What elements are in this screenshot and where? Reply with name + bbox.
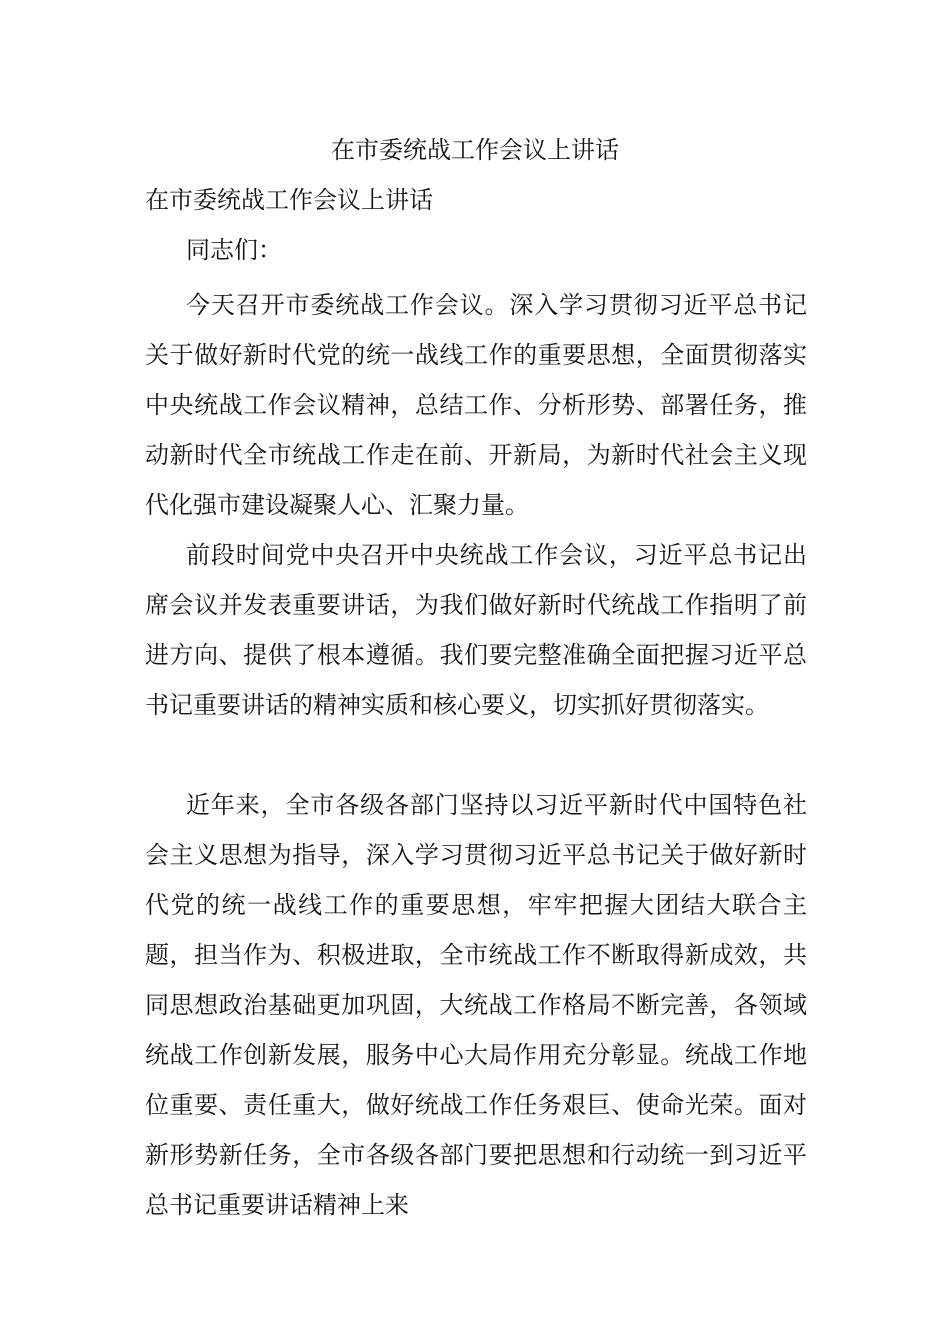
paragraph: 今天召开市委统战工作会议。深入学习贯彻习近平总书记关于做好新时代党的统一战线工作的重要思想，全面贯彻落实中央统战工作会议精神，总结工作、分析形势、部署任务，推动新时代全市统战工作走在前、开新局，为新时代社会主义现代化强市建设凝聚人心、汇聚力量。: [145, 291, 807, 519]
paragraph: 前段时间党中央召开中央统战工作会议，习近平总书记出席会议并发表重要讲话，为我们做好新时代统战工作指明了前进方向、提供了根本遵循。我们要完整准确全面把握习近平总书记重要讲话的精神实质和核心要义，切实抓好贯彻落实。: [145, 541, 807, 719]
greeting: 同志们：: [186, 236, 282, 264]
document-title: 在市委统战工作会议上讲话: [331, 136, 619, 164]
document-subheading: 在市委统战工作会议上讲话: [145, 186, 433, 214]
paragraph: 近年来，全市各级各部门坚持以习近平新时代中国特色社会主义思想为指导，深入学习贯彻习近平总书记关于做好新时代党的统一战线工作的重要思想，牢牢把握大团结大联合主题，担当作为、积极进取，全市统战工作不断取得新成效，共同思想政治基础更加巩固，大统战工作格局不断完善，各领域统战工作创新发展，服务中心大局作用充分彰显。统战工作地位重要、责任重大，做好统战工作任务艰巨、使命光荣。面对新形势新任务，全市各级各部门要把思想和行动统一到习近平总书记重要讲话精神上来: [145, 791, 807, 1219]
